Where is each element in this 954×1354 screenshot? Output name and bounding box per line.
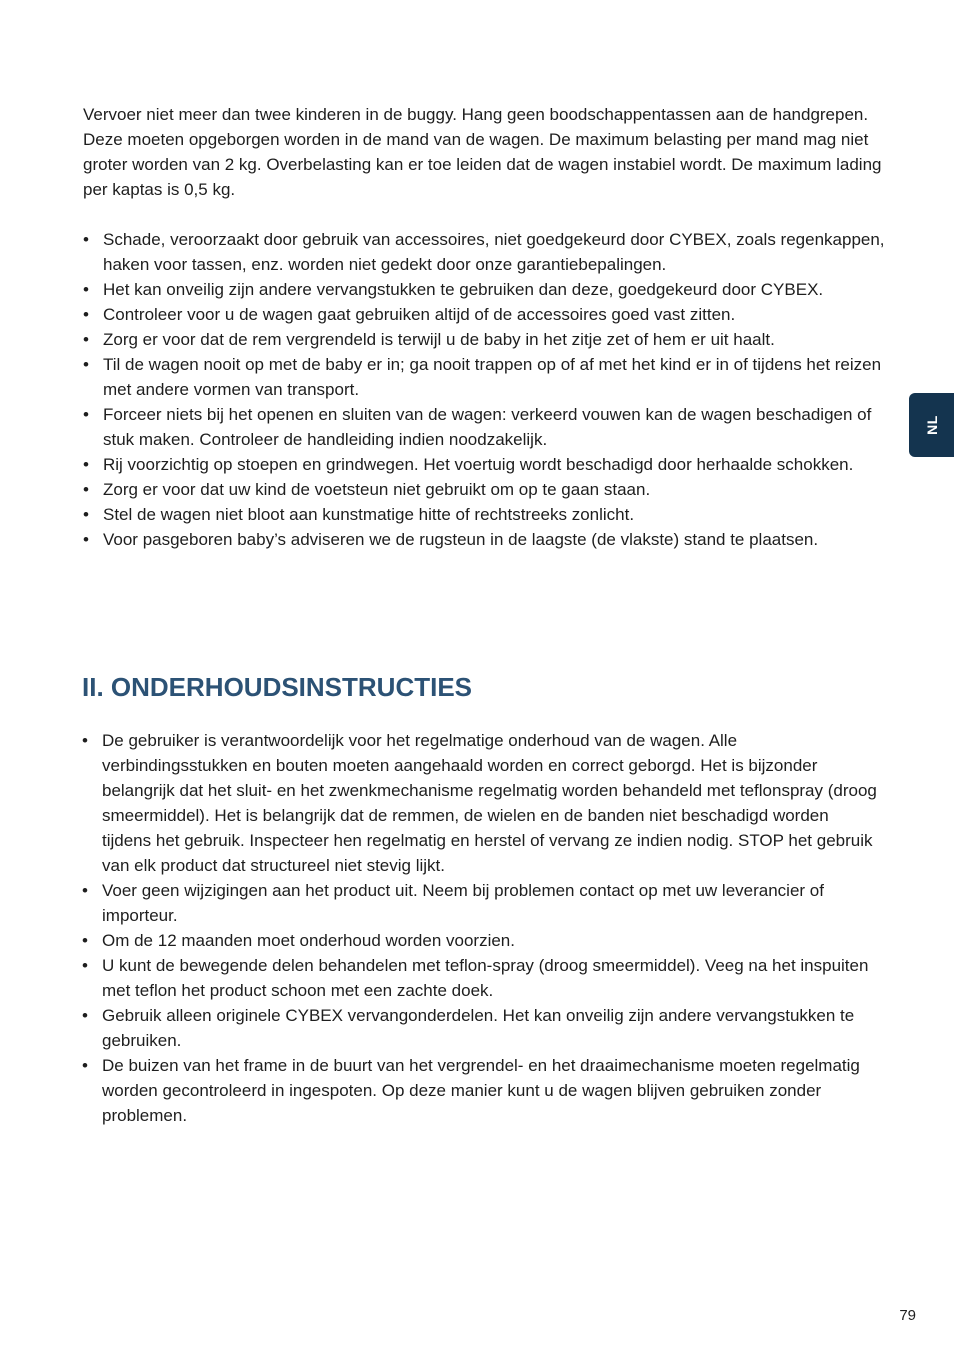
list-item: • Om de 12 maanden moet onderhoud worden voorzien.: [82, 928, 882, 953]
list-item: • Zorg er voor dat uw kind de voetsteun niet gebruikt om op te gaan staan.: [83, 477, 893, 502]
list-item: • Til de wagen nooit op met de baby er in; ga nooit trappen op of af met het kind er in of tijdens het reizen met andere vormen van transport.: [83, 352, 893, 402]
list-item: • Voor pasgeboren baby’s adviseren we de rugsteun in de laagste (de vlakste) stand te plaatsen.: [83, 527, 893, 552]
list-item: • De gebruiker is verantwoordelijk voor het regelmatige onderhoud van de wagen. Alle verbindingsstukken en bouten moeten aangehaald worden en correct geborgd. Het is bijzonder belangrijk dat het sluit- en het zwenkmechanisme regelmatig worden behandeld met teflonspray (droog smeermiddel). Het is belangrijk dat de remmen, de wielen en de banden niet beschadigd worden tijdens het gebruik. Inspecteer hen regelmatig en herstel of vervang ze indien nodig. STOP het gebruik van elk product dat structureel niet stevig lijkt.: [82, 728, 882, 878]
list-item: • Controleer voor u de wagen gaat gebruiken altijd of de accessoires goed vast zitten.: [83, 302, 893, 327]
warnings-list: [83, 227, 893, 552]
list-item: • Forceer niets bij het openen en sluiten van de wagen: verkeerd vouwen kan de wagen beschadigen of stuk maken. Controleer de handleiding indien noodzakelijk.: [83, 402, 893, 452]
list-item: • Voer geen wijzigingen aan het product uit. Neem bij problemen contact op met uw leverancier of importeur.: [82, 878, 882, 928]
list-item: • Gebruik alleen originele CYBEX vervangonderdelen. Het kan onveilig zijn andere vervangstukken te gebruiken.: [82, 1003, 882, 1053]
intro-paragraph: Vervoer niet meer dan twee kinderen in de buggy. Hang geen boodschappentassen aan de handgrepen. Deze moeten opgeborgen worden in de mand van de wagen. De maximum belasting per mand mag niet groter worden van 2 kg. Overbelasting kan er toe leiden dat de wagen instabiel wordt. De maximum lading per kaptas is 0,5 kg.: [83, 105, 882, 199]
maintenance-list: [82, 728, 882, 1128]
language-tab: [909, 393, 954, 457]
list-item: • U kunt de bewegende delen behandelen met teflon-spray (droog smeermiddel). Veeg na het inspuiten met teflon het product schoon met een zachte doek.: [82, 953, 882, 1003]
list-item: • Stel de wagen niet bloot aan kunstmatige hitte of rechtstreeks zonlicht.: [83, 502, 893, 527]
language-tab-label: NL: [923, 415, 940, 435]
section-heading: II. ONDERHOUDSINSTRUCTIES: [82, 672, 473, 702]
list-item: • Het kan onveilig zijn andere vervangstukken te gebruiken dan deze, goedgekeurd door CYBEX.: [83, 277, 893, 302]
list-item: • Schade, veroorzaakt door gebruik van accessoires, niet goedgekeurd door CYBEX, zoals regenkappen, haken voor tassen, enz. worden niet gedekt door onze garantiebepalingen.: [83, 227, 893, 277]
page-number: 79: [899, 1307, 916, 1324]
list-item: • Rij voorzichtig op stoepen en grindwegen. Het voertuig wordt beschadigd door herhaalde schokken.: [83, 452, 893, 477]
list-item: • Zorg er voor dat de rem vergrendeld is terwijl u de baby in het zitje zet of hem er uit haalt.: [83, 327, 893, 352]
list-item: • De buizen van het frame in de buurt van het vergrendel- en het draaimechanisme moeten regelmatig worden gecontroleerd in ingespoten. Op deze manier kunt u de wagen blijven gebruiken zonder problemen.: [82, 1053, 882, 1128]
